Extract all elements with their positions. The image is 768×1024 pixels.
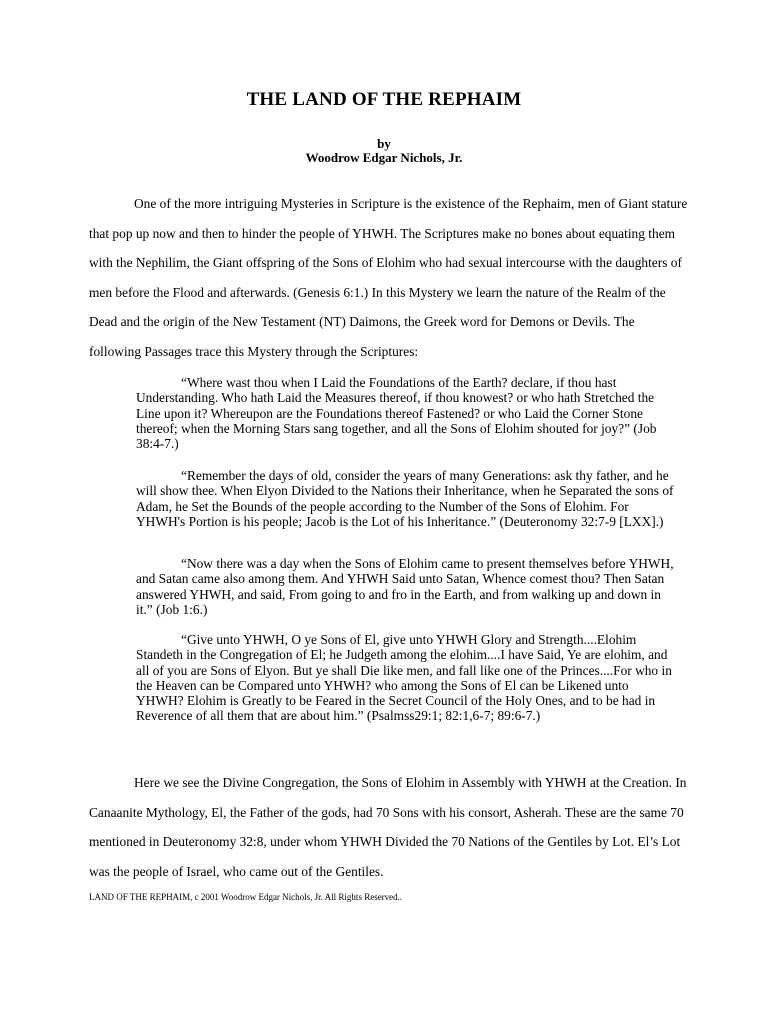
quote-job-38: “Where wast thou when I Laid the Foundations of the Earth? declare, if thou hast Understanding. Who hath Laid the Measures thereof, if thou knowest? or who hath Stretched the Line upon it? Whereupon are the Foundations thereof Fastened? or who Laid the Corner Stone thereof; when the Morning Stars sang together, and all the Sons of Elohim shouted for joy?” (Job 38:4-7.) — [136, 375, 657, 452]
quote-job-1: “Now there was a day when the Sons of Elohim came to present themselves before YHWH, and Satan came also among them. And YHWH Said unto Satan, Whence comest thou? Then Satan answered YHWH, and said, From going to and fro in the Earth, and from walking up and down in it.” (Job 1:6.) — [136, 556, 674, 617]
byline: by — [377, 136, 391, 151]
intro-paragraph: One of the more intriguing Mysteries in Scripture is the existence of the Rephaim, men of Giant stature that pop up now and then to hinder the people of YHWH. The Scriptures make no bones about equating them with the Nephilim, the Giant offspring of the Sons of Elohim who had sexual intercourse with the daughters of men before the Flood and afterwards. (Genesis 6:1.) In this Mystery we learn the nature of the Realm of the Dead and the origin of the New Testament (NT) Daimons, the Greek word for Demons or Devils. The following Passages trace this Mystery through the Scriptures: — [89, 196, 688, 359]
author-name: Woodrow Edgar Nichols, Jr. — [305, 150, 463, 165]
page-title: THE LAND OF THE REPHAIM — [246, 89, 522, 110]
quote-psalms: “Give unto YHWH, O ye Sons of El, give unto YHWH Glory and Strength....Elohim Standeth in the Congregation of El; he Judgeth among the elohim....I have Said, Ye are elohim, and all of you are Sons of Elyon. But ye shall Die like men, and fall like one of the Princes....For who in the Heaven can be Compared unto YHWH? who among the Sons of El can be Likened unto YHWH? Elohim is Greatly to be Feared in the Secret Council of the Holy Ones, and to be had in Reverence of all them that are about him.” (Psalmss29:1; 82:1,6-7; 89:6-7.) — [136, 632, 672, 724]
quote-deuteronomy-32: “Remember the days of old, consider the years of many Generations: ask thy father, and he will show thee. When Elyon Divided to the Nations their Inheritance, when he Separated the sons of Adam, he Set the Bounds of the people according to the Number of the Sons of Elohim. For YHWH's Portion is his people; Jacob is the Lot of his Inheritance.” (Deuteronomy 32:7-9 [LXX].) — [136, 468, 674, 529]
commentary-paragraph: Here we see the Divine Congregation, the Sons of Elohim in Assembly with YHWH at the Creation. In Canaanite Mythology, El, the Father of the gods, had 70 Sons with his consort, Asherah. These are the same 70 mentioned in Deuteronomy 32:8, under whom YHWH Divided the 70 Nations of the Gentiles by Lot. El’s Lot was the people of Israel, who came out of the Gentiles. — [89, 775, 687, 879]
copyright-footer: LAND OF THE REPHAIM, c 2001 Woodrow Edgar Nichols, Jr. All Rights Reserved.. — [89, 892, 403, 902]
